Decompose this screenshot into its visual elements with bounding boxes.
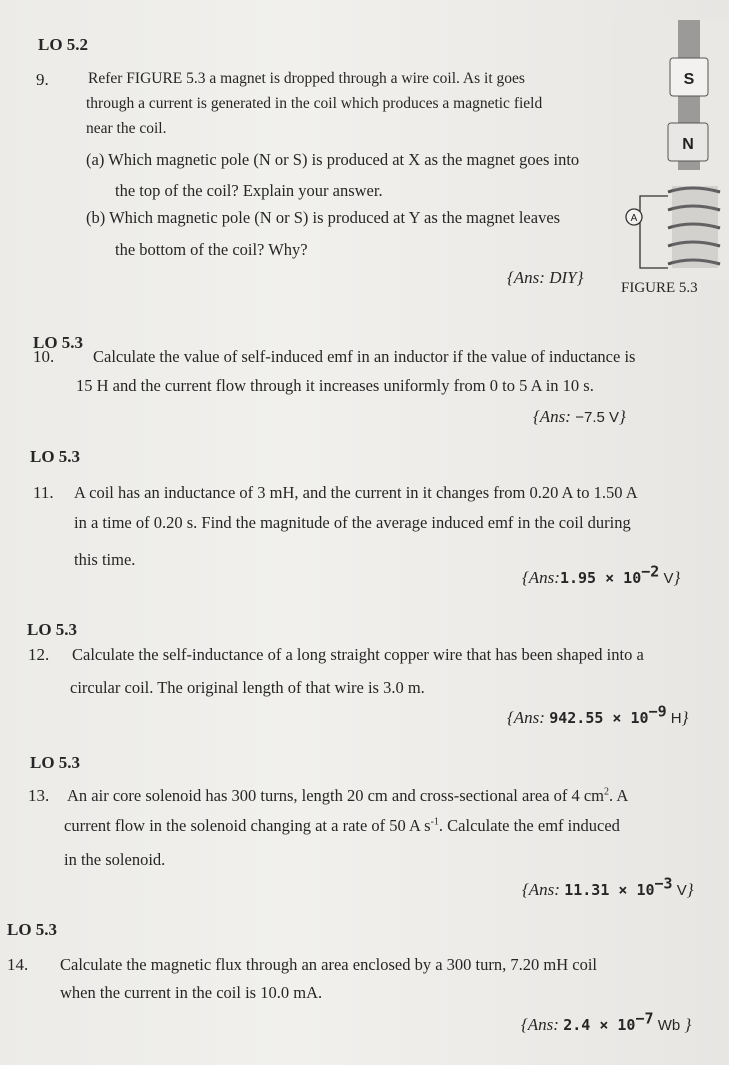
- question-number: 12.: [28, 645, 50, 664]
- figure-caption: FIGURE 5.3: [621, 280, 698, 296]
- n-label: N: [682, 136, 694, 153]
- question-text: An air core solenoid has 300 turns, length 20 cm and cross-sectional area of 4 $cm^2$. A: [67, 786, 629, 805]
- subquestion-a: (a) Which magnetic pole (N or S) is produced at X as the magnet goes into: [86, 150, 580, 169]
- question-text: A coil has an inductance of 3 mH, and the current in it changes from 0.20 A to 1.50 A: [74, 483, 638, 502]
- question-number: 9.: [36, 70, 49, 89]
- question-number: 13.: [28, 786, 50, 805]
- lo-heading: LO 5.3: [7, 920, 58, 939]
- question-text: Calculate the self-inductance of a long straight copper wire that has been shaped into a: [72, 645, 644, 664]
- question-text: Calculate the magnetic flux through an area enclosed by a 300 turn, 7.20 mH coil: [60, 955, 597, 974]
- answer: {Ans:1.95 × $10^{-2}$ V}: [522, 562, 681, 587]
- question-text: near the coil.: [86, 120, 167, 137]
- answer: {Ans: $11.31 \times 10^{-3}$ V}: [522, 874, 694, 899]
- question-text: current flow in the solenoid changing at a rate of 50 A $s^{-1}$. Calculate the emf induced: [64, 816, 620, 835]
- question-number: 14.: [7, 955, 29, 974]
- answer: {Ans: $2.4 \times 10^{-7}$ Wb }: [521, 1009, 692, 1034]
- question-text: Refer FIGURE 5.3 a magnet is dropped through a wire coil. As it goes: [88, 70, 525, 87]
- s-label: S: [683, 71, 695, 88]
- lo-heading: LO 5.3: [30, 447, 81, 466]
- subquestion-b-text: the bottom of the coil? Why?: [115, 240, 308, 259]
- question-text: when the current in the coil is 10.0 mA.: [60, 983, 323, 1002]
- answer: {Ans: −7.5 V}: [533, 407, 626, 426]
- answer: {Ans: DIY}: [507, 268, 584, 287]
- question-text: through a current is generated in the coil which produces a magnetic field: [86, 95, 543, 112]
- question-text: circular coil. The original length of that wire is 3.0 m.: [70, 678, 425, 697]
- lo-heading: LO 5.3: [30, 753, 81, 772]
- question-number: 11.: [33, 483, 54, 502]
- lo-heading: LO 5.3: [33, 333, 84, 352]
- question-text: this time.: [74, 550, 136, 569]
- question-text: in the solenoid.: [64, 850, 166, 869]
- question-text: in a time of 0.20 s. Find the magnitude of the average induced emf in the coil during: [74, 513, 631, 532]
- svg-text:A: A: [630, 213, 638, 224]
- subquestion-a-text: the top of the coil? Explain your answer.: [115, 181, 383, 200]
- answer: {Ans: $942.55 \times 10^{-9}$ H}: [507, 702, 689, 727]
- question-text: 15 H and the current flow through it increases uniformly from 0 to 5 A in 10 s.: [76, 376, 594, 395]
- figure-magnet-coil: [612, 20, 729, 280]
- question-number: 10.: [33, 347, 55, 366]
- lo-heading: LO 5.3: [27, 620, 78, 639]
- subquestion-b: (b) Which magnetic pole (N or S) is produced at Y as the magnet leaves: [86, 208, 561, 227]
- lo-heading: LO 5.2: [38, 35, 89, 54]
- question-text: Calculate the value of self-induced emf in an inductor if the value of inductance is: [93, 347, 636, 366]
